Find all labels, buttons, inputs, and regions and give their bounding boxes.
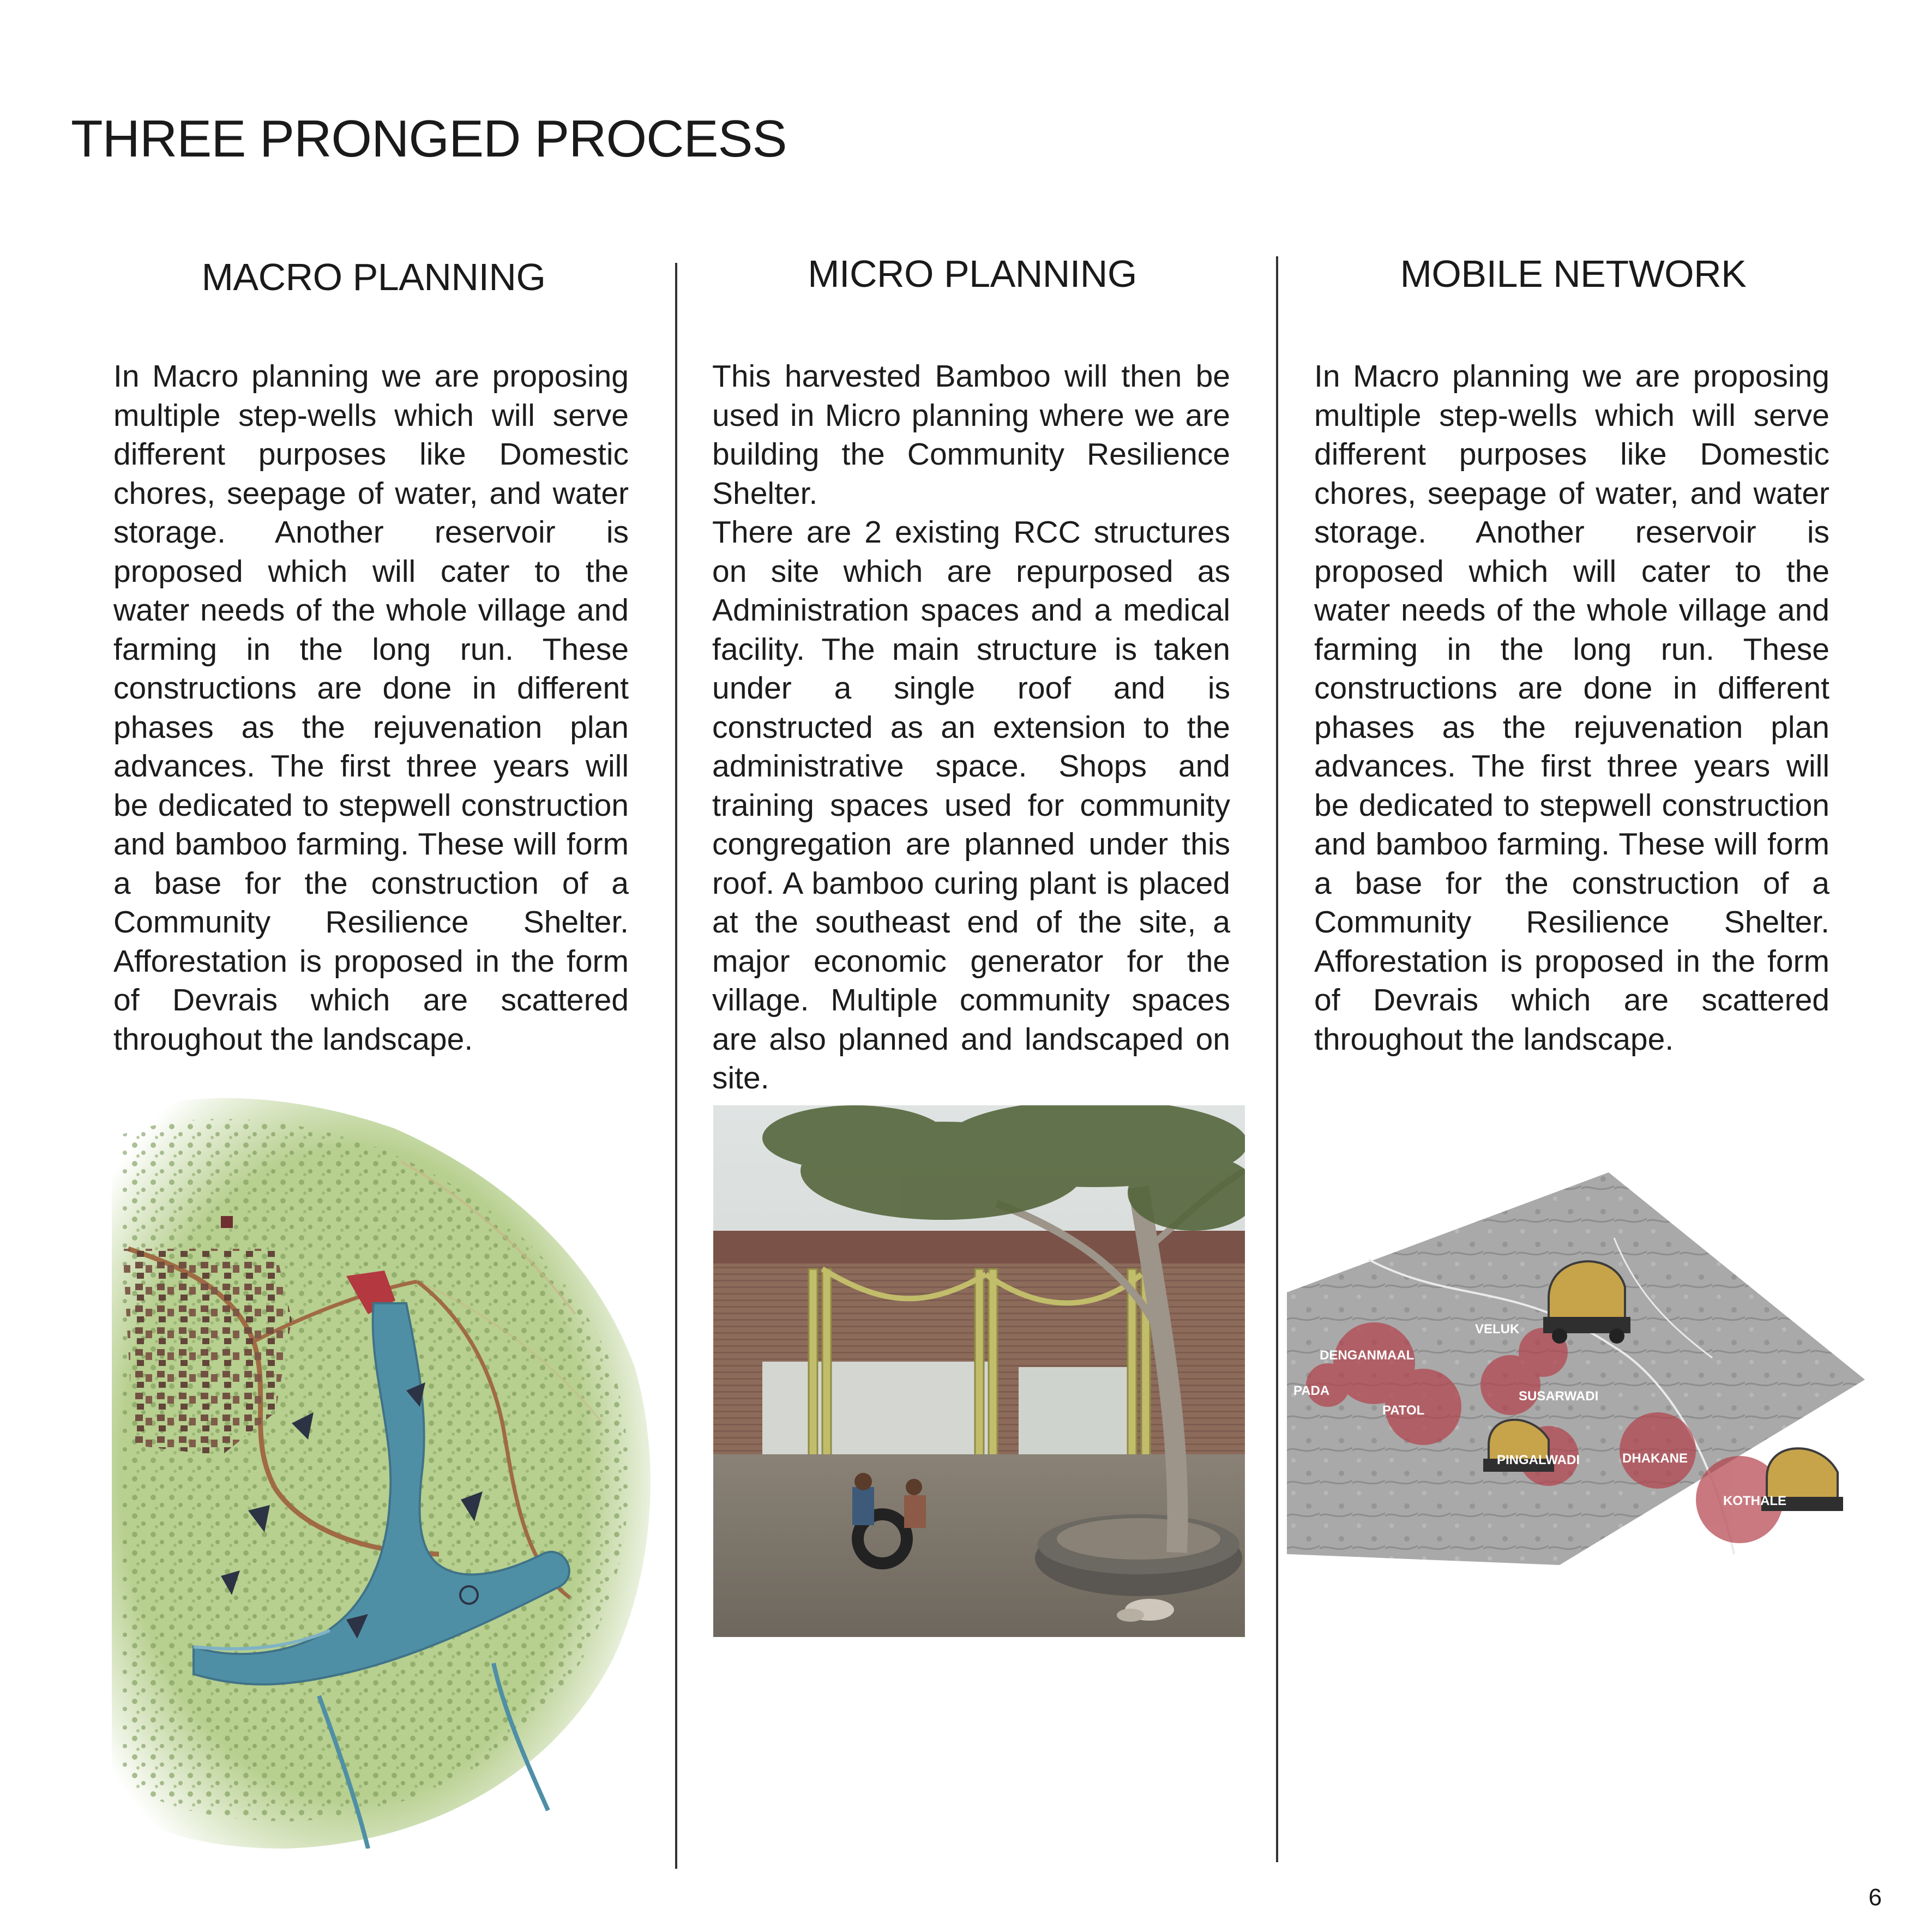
village-label-dhakane: DHAKANE <box>1622 1451 1688 1466</box>
mobile-network-map <box>1287 1172 1876 1565</box>
macro-planning-heading: MACRO PLANNING <box>201 256 546 298</box>
network-map-illustration <box>1287 1172 1876 1565</box>
village-label-kothale: KOTHALE <box>1723 1494 1786 1508</box>
village-label-veluk: VELUK <box>1475 1322 1520 1337</box>
macro-planning-paragraph: In Macro planning we are proposing multiple step-wells which will serve different purposes like Domestic chores, seepage of water, and water storage. Another reservoir is proposed which will cater to the water needs of the whole village and farming in the long run. These constructions are done in different phases as the rejuvenation plan advances. The first three years will be dedicated to stepwell construction and bamboo farming. These will form a base for the construction of a Community Resilience Shelter. Afforestation is proposed in the form of Devrais which are scattered throughout the landscape. <box>113 359 629 1057</box>
village-label-pada: PADA <box>1293 1383 1330 1398</box>
mobile-network-text <box>1314 357 1829 1059</box>
mobile-network-paragraph: In Macro planning we are proposing multiple step-wells which will serve different purposes like Domestic chores, seepage of water, and water storage. Another reservoir is proposed which will cater to the water needs of the whole village and farming in the long run. These constructions are done in different phases as the rejuvenation plan advances. The first three years will be dedicated to stepwell construction and bamboo farming. These will form a base for the construction of a Community Resilience Shelter. Afforestation is proposed in the form of Devrais which are scattered throughout the landscape. <box>1314 359 1829 1057</box>
micro-planning-paragraph-2: There are 2 existing RCC structures on site which are repurposed as Administration spaces and a medical facility. The main structure is taken under a single roof and is constructed as an extension to the administrative space. Shops and training spaces used for community congregation are planned under this roof. A bamboo curing plant is placed at the southeast end of the site, a major economic generator for the village. Multiple community spaces are also planned and landscaped on site. <box>712 515 1230 1096</box>
village-label-pingalwadi: PINGALWADI <box>1497 1453 1580 1467</box>
community-shelter-render <box>713 1105 1245 1637</box>
micro-planning-paragraph-1: This harvested Bamboo will then be used in Micro planning where we are building the Community Resilience Shelter. <box>712 359 1230 511</box>
village-label-susarwadi: SUSARWADI <box>1519 1389 1599 1404</box>
shelter-render-illustration <box>713 1105 1245 1637</box>
micro-planning-text <box>712 357 1230 1098</box>
mobile-network-heading: MOBILE NETWORK <box>1400 252 1747 295</box>
page-number: 6 <box>1868 1884 1882 1911</box>
column-divider-left <box>675 263 677 1869</box>
micro-planning-heading: MICRO PLANNING <box>808 252 1137 295</box>
page-title: THREE PRONGED PROCESS <box>71 110 787 168</box>
macro-planning-text <box>113 357 629 1059</box>
column-divider-right <box>1276 256 1278 1862</box>
macro-site-map <box>112 1085 657 1849</box>
village-label-denganmaal: DENGANMAAL <box>1320 1348 1415 1363</box>
mobile-unit-top <box>1543 1261 1630 1344</box>
site-map-illustration <box>112 1085 657 1849</box>
village-label-patol: PATOL <box>1382 1403 1425 1418</box>
